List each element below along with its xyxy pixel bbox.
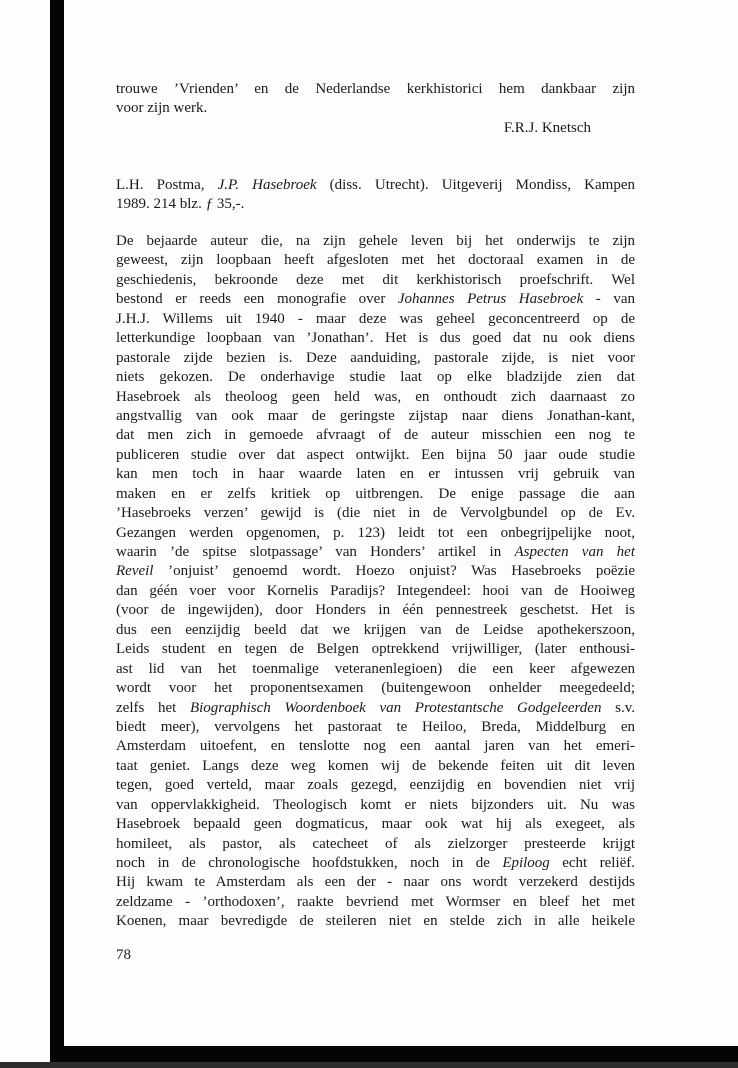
text-line: Hasebroek als theoloog geen held was, en onthoudt zich daarnaast zo — [116, 388, 635, 405]
text-line: dan géén voer voor Kornelis Paradijs? Integendeel: hooi van de Hooiweg — [116, 582, 635, 599]
reviewer-attribution: F.R.J. Knetsch — [503, 120, 591, 136]
text-line: zelfs het Biographisch Woordenboek van Protestantsche Godgeleerden s.v. — [116, 699, 635, 716]
text-line: dat men zich in gemoede afvraagt of de auteur misschien een nog te — [116, 427, 635, 444]
text-line: ’Hasebroeks verzen’ gewijd is (die niet in de Vervolgbundel op de Ev. — [116, 505, 635, 522]
text-line: De bejaarde auteur die, na zijn gehele leven bij het onderwijs te zijn — [116, 233, 635, 249]
text-line: wordt voor het proponentsexamen (buitengewoon onhelder meegedeeld; — [116, 680, 635, 697]
text-line: niets gekozen. De onderhavige studie laat op elke bladzijde zien dat — [116, 369, 635, 386]
text-line: Koenen, maar bevredigde de steileren niet en stelde zich in alle heikele — [116, 913, 635, 930]
text-line: geweest, zijn loopbaan heeft afgesloten met het doctoraal examen in de — [116, 252, 635, 269]
text-line: letterkundige loopbaan van ’Jonathan’. Het is dus goed dat nu ook diens — [116, 330, 635, 347]
text-line: Reveil ’onjuist’ genoemd wordt. Hoezo onjuist? Was Hasebroeks poëzie — [116, 563, 635, 580]
text-line: Leids student en tegen de Belgen optrekkend vrijwilliger, (later enthousi- — [116, 641, 635, 658]
text-line: van oppervlakkigheid. Theologisch komt er niets bijzonders uit. Nu was — [116, 796, 635, 813]
text-line: homileet, als pastor, als catecheet of als zielzorger presteerde krijgt — [116, 835, 635, 852]
text-line: voor zijn werk. — [116, 100, 208, 117]
text-line: kan men toch in haar waarde laten en er intussen vrij gebruik van — [116, 466, 635, 483]
text-line: dus een eenzijdig beeld dat we krijgen van de Leidse apothekerszoon, — [116, 621, 635, 638]
text-line: L.H. Postma, J.P. Hasebroek (diss. Utrecht). Uitgeverij Mondiss, Kampen — [116, 177, 635, 193]
text-line: bestond er reeds een monografie over Johannes Petrus Hasebroek - van — [116, 291, 635, 308]
text-line: trouwe ’Vrienden’ en de Nederlandse kerkhistorici hem dankbaar zijn — [116, 81, 635, 97]
text-line: tegen, goed verteld, maar zoals gezegd, eenzijdig en bovendien niet vrij — [116, 777, 635, 794]
text-line: Hij kwam te Amsterdam als een der - naar ons wordt verzekerd destijds — [116, 874, 635, 891]
text-line: waarin ’de spitse slotpassage’ van Honders’ artikel in Aspecten van het — [116, 544, 635, 560]
text-line: taat geniet. Langs deze weg komen wij de bekende feiten uit dit leven — [116, 757, 635, 774]
text-line: zeldzame - ’orthodoxen’, raakte bevriend met Wormser en bleef het met — [116, 893, 635, 910]
text-line: Amsterdam uitoefent, en tenslotte nog een aantal jaren van het emeri- — [116, 738, 635, 755]
text-line: (voor de ingewijden), door Honders in één pennestreek geschetst. Het is — [116, 602, 635, 619]
text-line: ast lid van het toenmalige veteranenlegioen) die een keer afgewezen — [116, 660, 635, 677]
text-line: J.H.J. Willems uit 1940 - maar deze was geheel geconcentreerd op de — [116, 310, 635, 327]
text-line: noch in de chronologische hoofdstukken, noch in de Epiloog echt reliëf. — [116, 855, 636, 871]
text-line: pastorale zijde bezien is. Deze aanduiding, pastorale zijde, is niet voor — [116, 349, 635, 366]
closing-paragraph — [116, 80, 635, 119]
text-line: geschiedenis, bekroonde deze met dit kerkhistorisch proefschrift. Wel — [116, 271, 635, 288]
text-line: angstvallig van ook maar de geringste zijstap naar diens Jonathan-kant, — [116, 407, 635, 424]
review-body-paragraph — [116, 232, 635, 932]
text-line: publiceren studie over dat aspect ontwijkt. Een bijna 50 jaar oude studie — [116, 446, 635, 463]
text-line: maken en er zelfs kritiek op uitbrengen. De enige passage die aan — [116, 485, 635, 502]
text-line: 1989. 214 blz. ƒ 35,-. — [116, 196, 245, 213]
scan-edge-bottom-strip — [0, 1062, 738, 1068]
scan-edge-left-bar — [50, 0, 64, 1064]
text-line: biedt meer), vervolgens het pastoraat te Heiloo, Breda, Middelburg en — [116, 718, 635, 735]
book-citation — [116, 176, 635, 215]
page-number: 78 — [116, 947, 131, 963]
text-line: Hasebroek bepaald geen dogmaticus, maar ook wat hij als exegeet, als — [116, 816, 635, 833]
text-line: Gezangen werden opgenomen, p. 123) leidt tot een onbegrijpelijke noot, — [116, 524, 635, 541]
